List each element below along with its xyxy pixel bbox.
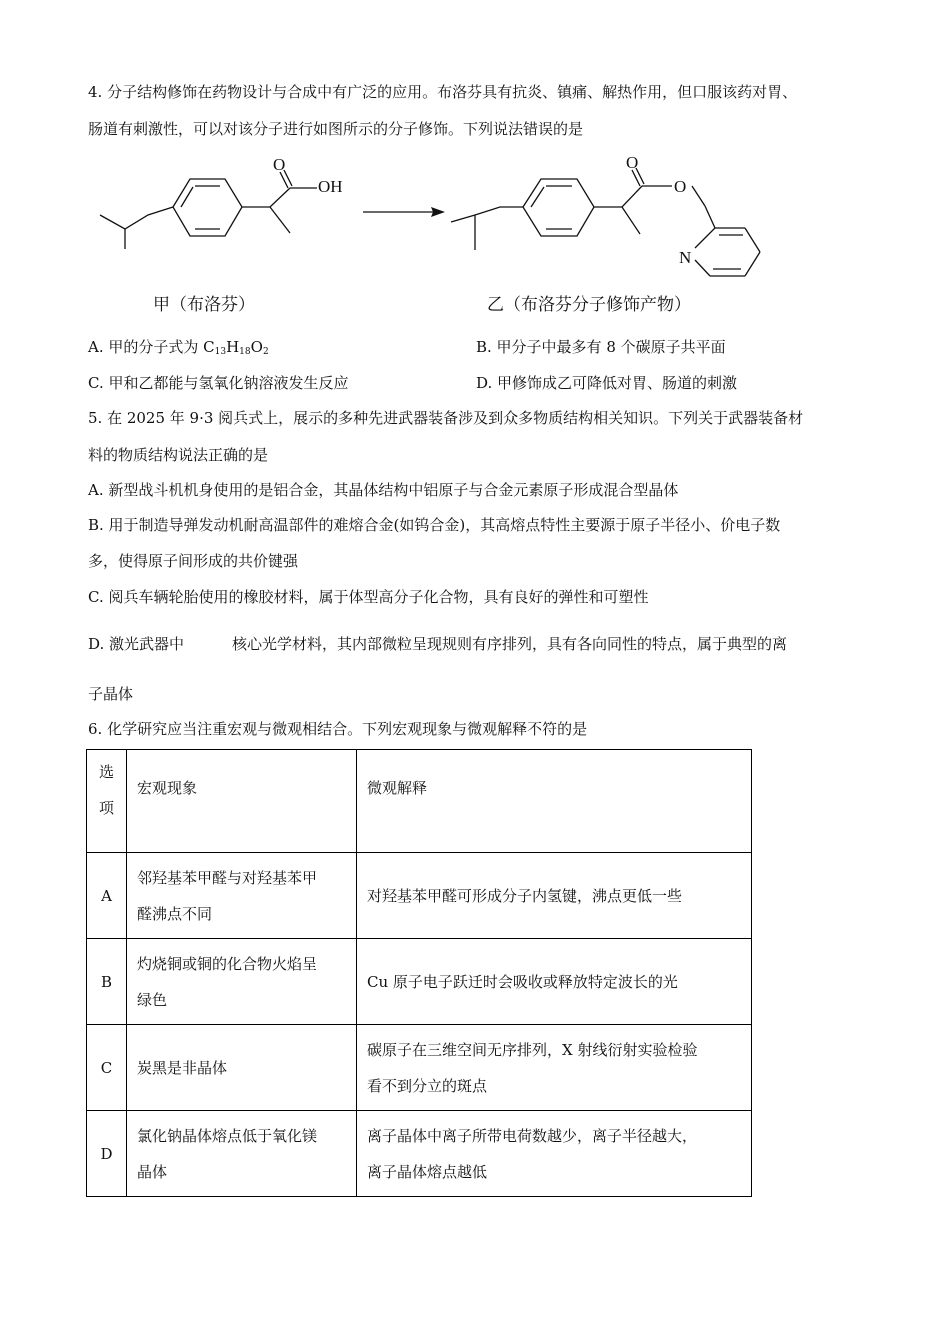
q5-option-a: A. 新型战斗机机身使用的是铝合金，其晶体结构中铝原子与合金元素原子形成混合型晶体 — [88, 481, 679, 499]
q5-stem-line2: 料的物质结构说法正确的是 — [88, 446, 269, 464]
subscript-18: 18 — [239, 347, 251, 357]
row-micro: 离子晶体中离子所带电荷数越少，离子半径越大， 离子晶体熔点越低 — [357, 1111, 752, 1197]
benzene-ring-right — [523, 179, 594, 236]
table-row — [87, 853, 752, 939]
row-micro: Cu 原子电子跃迁时会吸收或释放特定波长的光 — [357, 939, 752, 1025]
table-row — [87, 1111, 752, 1197]
subscript-13: 13 — [214, 347, 227, 357]
figure-label-right: 乙（布洛芬分子修饰产物） — [487, 295, 691, 315]
reaction-scheme — [95, 148, 775, 298]
q4-option-a — [88, 337, 269, 362]
row-macro: 灼烧铜或铜的化合物火焰呈 绿色 — [127, 939, 357, 1025]
atom-o-left: O — [273, 155, 286, 174]
q5-stem-line1: 5. 在 2025 年 9·3 阅兵式上，展示的多种先进武器装备涉及到众多物质结构相关知识。下列关于武器装备材 — [88, 409, 804, 427]
header-macro: 宏观现象 — [127, 750, 357, 853]
q5-option-b-line2: 多，使得原子间形成的共价键强 — [88, 552, 299, 570]
q5-option-d-part2: 核心光学材料，其内部微粒呈现规则有序排列，具有各向同性的特点，属于典型的离 — [232, 635, 788, 653]
q4-option-d: D. 甲修饰成乙可降低对胃、肠道的刺激 — [476, 374, 738, 392]
figure-label-left: 甲（布洛芬） — [153, 295, 255, 315]
row-option: B — [87, 939, 127, 1025]
row-macro: 氯化钠晶体熔点低于氧化镁 晶体 — [127, 1111, 357, 1197]
element-o: O — [250, 338, 263, 356]
header-micro: 微观解释 — [357, 750, 752, 853]
table-row — [87, 1025, 752, 1111]
element-h: H — [226, 338, 240, 356]
table-header-row — [87, 750, 752, 853]
q5-option-c: C. 阅兵车辆轮胎使用的橡胶材料，属于体型高分子化合物，具有良好的弹性和可塑性 — [88, 588, 649, 606]
q5-option-d-line1 — [88, 634, 787, 654]
q5-option-d-line2: 子晶体 — [88, 685, 134, 703]
atom-n-pyridine: N — [679, 248, 692, 267]
table-row — [87, 939, 752, 1025]
q4-option-b: B. 甲分子中最多有 8 个碳原子共平面 — [476, 338, 726, 356]
row-option: A — [87, 853, 127, 939]
row-micro: 对羟基苯甲醛可形成分子内氢键，沸点更低一些 — [357, 853, 752, 939]
arrow-head — [431, 207, 445, 217]
q4-stem-line1: 4. 分子结构修饰在药物设计与合成中有广泛的应用。布洛芬具有抗炎、镇痛、解热作用，但口服该药对胃、 — [88, 83, 798, 101]
q4-option-c: C. 甲和乙都能与氢氧化钠溶液发生反应 — [88, 374, 349, 392]
q4-option-a-prefix: A. 甲的分子式为 C — [88, 338, 215, 356]
row-option: C — [87, 1025, 127, 1111]
atom-o-ester-right: O — [674, 177, 687, 196]
atom-o-carbonyl-right: O — [626, 153, 639, 172]
row-micro: 碳原子在三维空间无序排列，X 射线衍射实验检验 看不到分立的斑点 — [357, 1025, 752, 1111]
isobutyl-chain — [100, 207, 173, 229]
q5-option-b-line1: B. 用于制造导弹发动机耐高温部件的难熔合金(如钨合金)，其高熔点特性主要源于原子半径小、价电子数 — [88, 516, 781, 534]
row-macro: 邻羟基苯甲醛与对羟基苯甲 醛沸点不同 — [127, 853, 357, 939]
benzene-ring-left — [173, 179, 242, 236]
row-macro: 炭黑是非晶体 — [127, 1025, 357, 1111]
atom-oh-left: OH — [318, 177, 343, 196]
header-option: 选 项 — [87, 750, 127, 853]
subscript-2: 2 — [262, 347, 269, 357]
q6-stem: 6. 化学研究应当注重宏观与微观相结合。下列宏观现象与微观解释不符的是 — [88, 720, 588, 738]
q6-table — [86, 749, 752, 1197]
q5-option-d-part1: D. 激光武器中 — [88, 635, 185, 653]
q4-stem-line2: 肠道有刺激性，可以对该分子进行如图所示的分子修饰。下列说法错误的是 — [88, 120, 584, 138]
row-option: D — [87, 1111, 127, 1197]
